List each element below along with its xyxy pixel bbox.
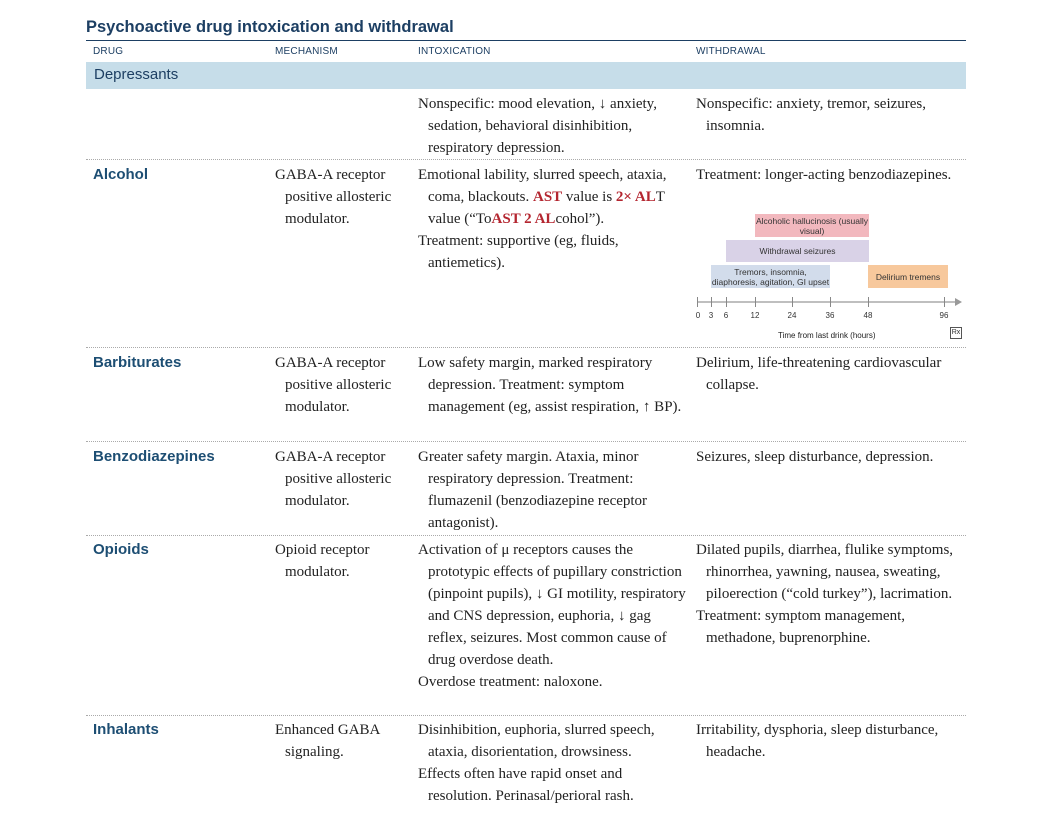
timeline-bar-tremors: Tremors, insomnia, diaphoresis, agitation, GI upset [711, 266, 830, 287]
column-header-drug: DRUG [93, 46, 124, 57]
axis-tick [944, 297, 945, 307]
barbiturates-intoxication-text: Low safety margin, marked respiratory depression. Treatment: symptom management (eg, assist respiration, ↑ BP). [418, 355, 682, 415]
column-header-withdrawal: WITHDRAWAL [696, 46, 766, 57]
drug-name-alcohol: Alcohol [93, 166, 148, 183]
timeline-bar-seizures: Withdrawal seizures [726, 240, 869, 262]
general-withdrawal-text: Nonspecific: anxiety, tremor, seizures, insomnia. [696, 96, 927, 134]
axis-tick [755, 297, 756, 307]
inhalants-mechanism [275, 719, 410, 763]
axis-tick [697, 297, 698, 307]
highlight-mnemonic: AST 2 AL [491, 211, 556, 227]
opioids-mechanism-text: Opioid receptor modulator. [275, 542, 370, 580]
axis-arrow [955, 298, 962, 306]
inhalants-intoxication-text: Disinhibition, euphoria, slurred speech, ataxia, disorientation, drowsiness. [418, 722, 655, 760]
benzodiazepines-withdrawal-text: Seizures, sleep disturbance, depression. [696, 449, 934, 465]
row-separator [86, 347, 966, 348]
axis-tick-label: 6 [723, 311, 729, 320]
alcohol-mechanism-text: GABA-A receptor positive allosteric modulator. [275, 167, 392, 227]
benzodiazepines-mechanism [275, 446, 410, 512]
opioids-overdose-text: Overdose treatment: naloxone. [418, 674, 603, 690]
drug-name-inhalants: Inhalants [93, 721, 159, 738]
barbiturates-intoxication [418, 352, 686, 418]
alcohol-intoxication-text [418, 164, 686, 230]
general-intoxication [418, 93, 686, 159]
axis-tick [726, 297, 727, 307]
barbiturates-mechanism-text: GABA-A receptor positive allosteric modulator. [275, 355, 392, 415]
benzodiazepines-intoxication [418, 446, 686, 534]
general-withdrawal [696, 93, 964, 137]
axis-tick [830, 297, 831, 307]
axis-tick [868, 297, 869, 307]
axis-tick-label: 3 [708, 311, 714, 320]
row-separator [86, 535, 966, 536]
barbiturates-withdrawal [696, 352, 964, 396]
benzodiazepines-intoxication-text: Greater safety margin. Ataxia, minor respiratory depression. Treatment: flumazenil (benzodiazepine receptor antagonist). [418, 449, 648, 531]
rx-badge-icon: Rx [950, 327, 962, 339]
axis-tick-label: 12 [750, 311, 760, 320]
column-header-intoxication: INTOXICATION [418, 46, 491, 57]
alcohol-intoxication [418, 164, 686, 274]
row-separator [86, 715, 966, 716]
text-run: T value (“To [428, 189, 665, 227]
column-header-mechanism: MECHANISM [275, 46, 338, 57]
page-title: Psychoactive drug intoxication and withdrawal [86, 18, 454, 36]
benzodiazepines-withdrawal [696, 446, 964, 468]
inhalants-effects-text: Effects often have rapid onset and resolution. Perinasal/perioral rash. [418, 766, 634, 804]
alcohol-withdrawal-text: Treatment: longer-acting benzodiazepines. [696, 167, 952, 183]
row-separator [86, 441, 966, 442]
opioids-mechanism [275, 539, 410, 583]
section-label: Depressants [94, 66, 179, 83]
axis-tick-label: 36 [825, 311, 835, 320]
barbiturates-mechanism [275, 352, 410, 418]
opioids-intoxication-text: Activation of μ receptors causes the prototypic effects of pupillary constriction (pinpoint pupils), ↓ GI motility, respiratory and CNS depression, euphoria, ↓ gag reflex, seizures. Most common cause of drug overdose death. [418, 542, 686, 668]
axis-tick-label: 48 [863, 311, 873, 320]
axis-title: Time from last drink (hours) [778, 331, 876, 340]
barbiturates-withdrawal-text: Delirium, life-threatening cardiovascular collapse. [696, 355, 942, 393]
axis-tick-label: 0 [695, 311, 701, 320]
timeline-bar-delirium-tremens: Delirium tremens [868, 265, 948, 288]
text-run: Emotional lability, slurred speech, ataxia, coma, blackouts. [418, 167, 667, 205]
opioids-withdrawal [696, 539, 964, 649]
header-rule [86, 40, 966, 41]
inhalants-withdrawal [696, 719, 964, 763]
inhalants-intoxication [418, 719, 686, 807]
text-run: cohol”). [555, 211, 605, 227]
text-run: value is [562, 189, 616, 205]
alcohol-mechanism [275, 164, 410, 230]
inhalants-withdrawal-text: Irritability, dysphoria, sleep disturbance, headache. [696, 722, 939, 760]
section-band [86, 62, 966, 89]
alcohol-withdrawal [696, 164, 964, 186]
drug-name-benzodiazepines: Benzodiazepines [93, 448, 215, 465]
opioids-withdrawal-text: Dilated pupils, diarrhea, flulike symptoms, rhinorrhea, yawning, nausea, sweating, piloerection (“cold turkey”), lacrimation. [696, 542, 954, 602]
alcohol-treatment-text: Treatment: supportive (eg, fluids, antiemetics). [418, 233, 619, 271]
axis-tick [711, 297, 712, 307]
axis-tick-label: 24 [787, 311, 797, 320]
general-intoxication-text: Nonspecific: mood elevation, ↓ anxiety, sedation, behavioral disinhibition, respiratory depression. [418, 96, 657, 156]
opioids-treatment-text: Treatment: symptom management, methadone, buprenorphine. [696, 608, 905, 646]
timeline-bar-hallucinosis: Alcoholic hallucinosis (usually visual) [756, 215, 868, 236]
axis-tick [792, 297, 793, 307]
row-separator [86, 159, 966, 160]
benzodiazepines-mechanism-text: GABA-A receptor positive allosteric modulator. [275, 449, 392, 509]
highlight-ast: AST [532, 189, 563, 205]
opioids-intoxication [418, 539, 686, 693]
highlight-2x-alt: 2× AL [615, 189, 656, 205]
drug-name-opioids: Opioids [93, 541, 149, 558]
axis-tick-label: 96 [939, 311, 949, 320]
drug-name-barbiturates: Barbiturates [93, 354, 182, 371]
inhalants-mechanism-text: Enhanced GABA signaling. [275, 722, 380, 760]
